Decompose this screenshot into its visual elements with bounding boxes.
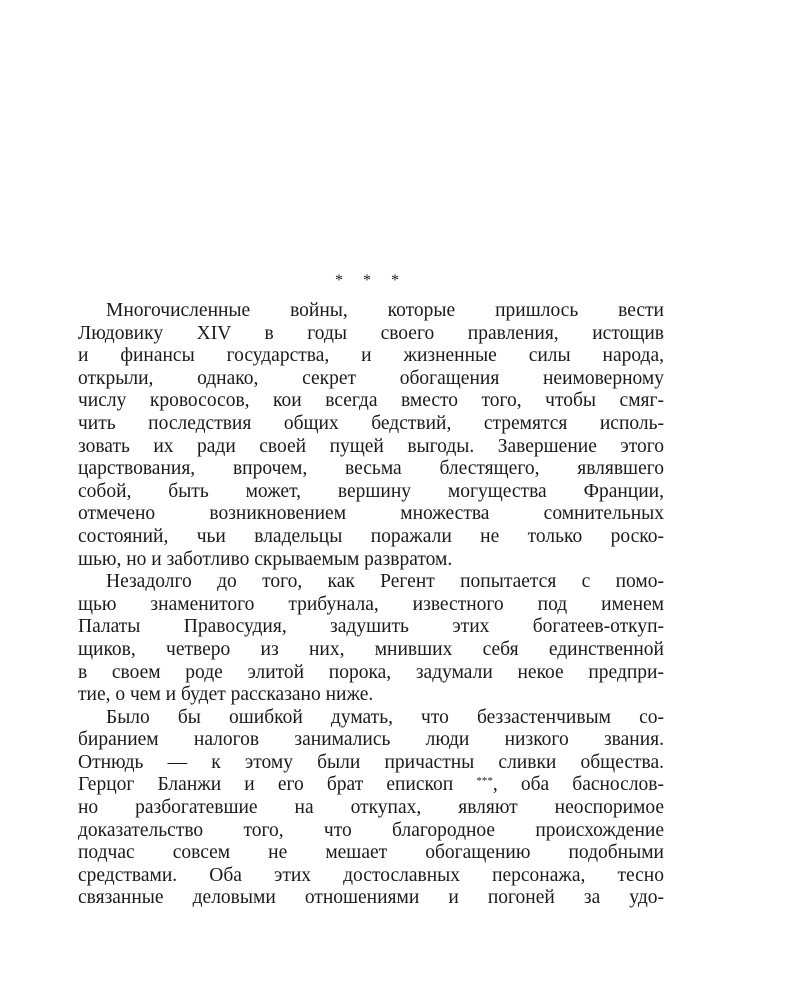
text-line-with-footnote xyxy=(78,774,664,797)
text-line: тие, о чем и будет рассказано ниже. xyxy=(78,684,374,706)
text-line: Многочисленные войны, которые пришлось вести xyxy=(106,300,664,321)
text-line: Людовику XIV в годы своего правления, истощив xyxy=(78,322,664,344)
paragraph-1 xyxy=(78,300,664,571)
text-line: средствами. Оба этих достославных персонажа, тесно xyxy=(78,864,664,886)
text-line: и финансы государства, и жизненные силы народа, xyxy=(78,345,664,367)
section-separator: * * * xyxy=(335,272,407,289)
text-line: царствования, впрочем, весьма блестящего, являвшего xyxy=(78,458,664,480)
paragraph-3 xyxy=(78,707,664,910)
text-line: шью, но и заботливо скрываемым развратом. xyxy=(78,548,453,570)
text-line: щью знаменитого трибунала, известного под именем xyxy=(78,593,664,615)
text-line: Было бы ошибкой думать, что беззастенчивым со- xyxy=(106,706,664,728)
footnote-marker[interactable]: *** xyxy=(476,775,493,788)
text-line: но разбогатевшие на откупах, являют неоспоримое xyxy=(78,797,664,819)
text-line: связанные деловыми отношениями и погоней за удо- xyxy=(78,887,664,909)
text-line: биранием налогов занимались люди низкого звания. xyxy=(78,729,664,751)
text-line: отмечено возникновением множества сомнительных xyxy=(78,503,664,525)
text-fragment: Герцог Бланжи и его брат епископ xyxy=(78,774,454,796)
book-page xyxy=(78,270,664,910)
text-line: в своем роде элитой порока, задумали некое предпри- xyxy=(78,661,664,683)
text-line: подчас совсем не мешает обогащению подобными xyxy=(78,842,664,864)
text-fragment: , оба баснослов- xyxy=(492,774,665,796)
text-line: состояний, чьи владельцы поражали не только роско- xyxy=(78,525,664,547)
text-line: открыли, однако, секрет обогащения неимоверному xyxy=(78,367,664,389)
text-line: Палаты Правосудия, задушить этих богатеев-откуп- xyxy=(78,616,664,638)
text-line: щиков, четверо из них, мнивших себя единственной xyxy=(78,638,664,660)
text-line: доказательство того, что благородное происхождение xyxy=(78,819,664,841)
paragraph-2 xyxy=(78,571,664,707)
text-line: Незадолго до того, как Регент попытается с помо- xyxy=(106,571,664,593)
text-line: зовать их ради своей пущей выгоды. Завершение этого xyxy=(78,435,664,457)
text-line: Отнюдь — к этому были причастны сливки общества. xyxy=(78,751,664,773)
text-line: собой, быть может, вершину могущества Франции, xyxy=(78,480,664,502)
text-line: чить последствия общих бедствий, стремятся исполь- xyxy=(78,412,664,434)
text-line: числу кровососов, кои всегда вместо того, чтобы смяг- xyxy=(78,390,664,412)
